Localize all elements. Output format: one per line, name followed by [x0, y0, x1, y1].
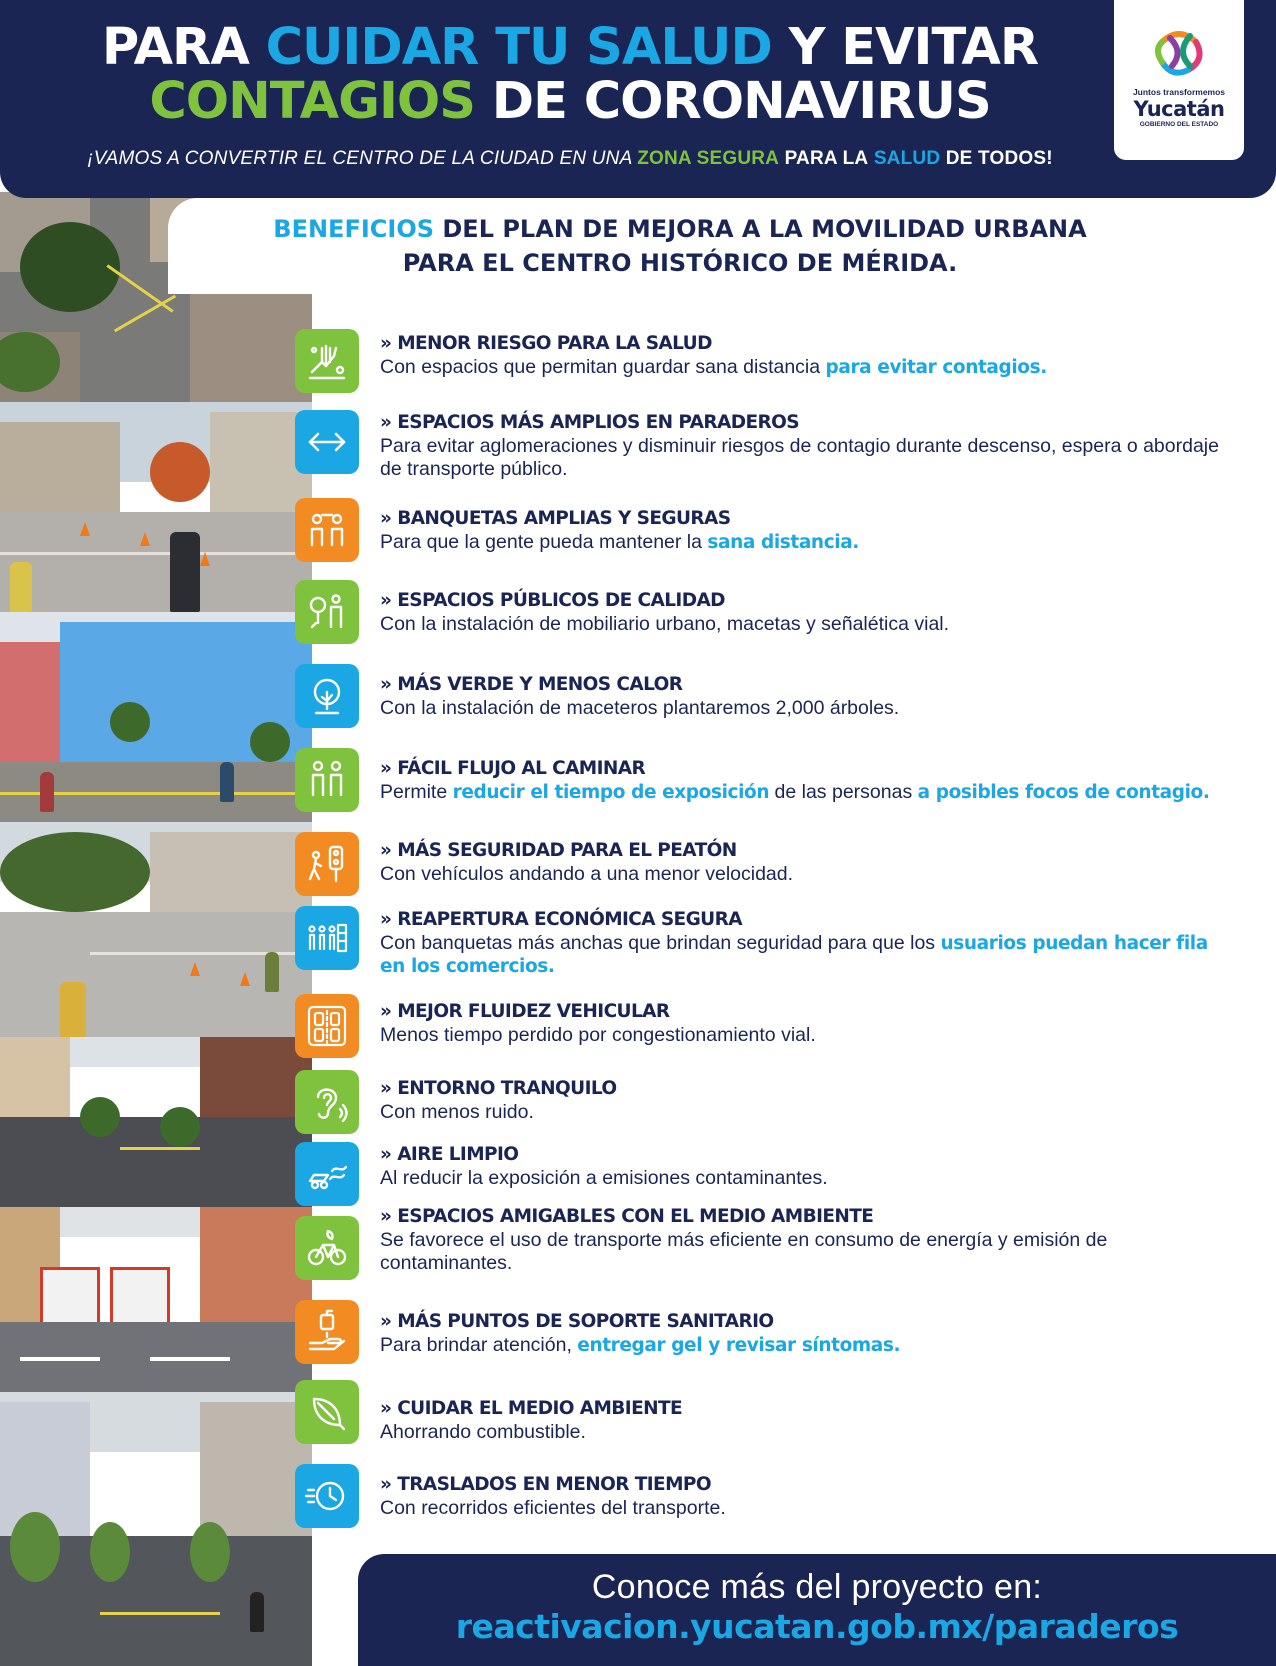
planters-street-photo [0, 1037, 312, 1207]
benefit-description: Menos tiempo perdido por congestionamiento vial. [380, 1024, 816, 1046]
plant-person-icon [295, 580, 359, 644]
tree-icon [295, 664, 359, 728]
street-photo-collage [0, 192, 312, 1666]
hands-washing-icon [295, 329, 359, 393]
benefit-description: Con la instalación de mobiliario urbano, macetas y señalética vial. [380, 613, 950, 635]
yucatan-logo: Juntos transformemos Yucatán GOBIERNO DEL ESTADO [1114, 0, 1244, 160]
wide-sidewalk-photo [0, 402, 312, 612]
fuel-leaf-icon [295, 1380, 359, 1444]
people-queue-icon [295, 906, 359, 970]
headline-line-1: PARA CUIDAR TU SALUD Y EVITAR [101, 18, 1039, 77]
people-distance-icon [295, 498, 359, 562]
footer-banner [358, 1554, 1276, 1666]
bicycle-icon [295, 1216, 359, 1280]
clean-air-icon [295, 1142, 359, 1206]
benefit-description: Al reducir la exposición a emisiones contaminantes. [380, 1167, 828, 1189]
panel-title: BENEFICIOS DEL PLAN DE MEJORA A LA MOVILIDAD URBANA PARA EL CENTRO HISTÓRICO DE MÉRIDA. [273, 215, 1087, 277]
benefit-description: Ahorrando combustible. [380, 1421, 586, 1443]
benefit-description: Con banquetas más anchas que brindan seguridad para que los usuarios puedan hacer fila en los comercios. [380, 932, 1208, 977]
benefit-description: Con menos ruido. [380, 1101, 534, 1123]
benefit-description: Permite reducir el tiempo de exposición de las personas a posibles focos de contagio. [380, 781, 1210, 803]
project-url-link[interactable]: reactivacion.yucatan.gob.mx/paraderos [455, 1607, 1179, 1646]
sanitizer-hand-icon [295, 1300, 359, 1364]
subtitle: ¡VAMOS A CONVERTIR EL CENTRO DE LA CIUDAD EN UNA ZONA SEGURA PARA LA SALUD DE TODOS! [87, 148, 1053, 169]
pedestrian-traffic-light-icon [295, 832, 359, 896]
benefit-description: Se favorece el uso de transporte más eficiente en consumo de energía y emisión de contaminantes. [380, 1229, 1108, 1274]
ear-icon [295, 1070, 359, 1134]
yucatan-knot-icon [1150, 22, 1208, 80]
traffic-flow-icon [295, 994, 359, 1058]
benefit-description: Para que la gente pueda mantener la sana distancia. [380, 531, 859, 553]
benefit-description: Con vehículos andando a una menor velocidad. [380, 863, 794, 885]
walking-people-icon [295, 748, 359, 812]
benefit-description: Con la instalación de maceteros plantaremos 2,000 árboles. [380, 697, 900, 719]
benefit-description: Con espacios que permitan guardar sana distancia para evitar contagios. [380, 356, 1047, 378]
benefit-description: Para evitar aglomeraciones y disminuir riesgos de contagio durante descenso, espera o abordaje de transporte público. [380, 435, 1219, 480]
benefit-description: Para brindar atención, entregar gel y revisar síntomas. [380, 1334, 901, 1356]
fast-clock-icon [295, 1464, 359, 1528]
footer-label: Conoce más del proyecto en: [591, 1568, 1043, 1606]
blue-building-photo [0, 612, 312, 822]
headline-line-2: CONTAGIOS DE CORONAVIRUS [149, 72, 991, 131]
arrows-expand-icon [295, 410, 359, 474]
tree-lined-street-photo [0, 1392, 312, 1666]
header-banner [0, 0, 1276, 198]
bus-lane-photo [0, 1207, 312, 1392]
pedestrian-street-photo [0, 822, 312, 1037]
benefit-description: Con recorridos eficientes del transporte. [380, 1497, 726, 1519]
